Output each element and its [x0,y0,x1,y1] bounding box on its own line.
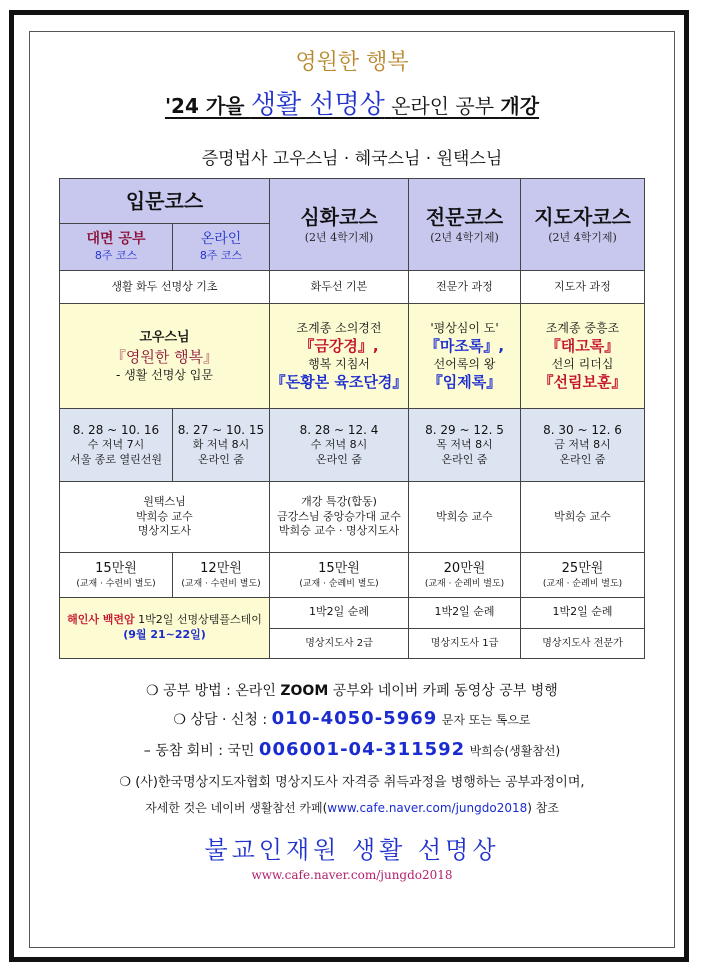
basis-leader: 지도자 과정 [521,271,645,304]
footer-org: 불교인재원 생활 선명상 [204,836,500,864]
cert-line2-a: 자세한 것은 네이버 생활참선 카페( [145,801,328,815]
cert-deep: 명상지도사 2급 [270,628,409,659]
info-contact [0,708,704,729]
schedule-online [173,409,270,482]
content-leader [521,304,645,409]
method-label: ❍ 공부 방법 : 온라인 [146,683,276,699]
retreat-expert: 1박2일 순례 [409,598,521,629]
content-leader-l2: 『태고록』 [545,336,620,355]
fee-online-note: (교재 · 수련비 별도) [181,578,261,589]
schedule-deep-dates: 8. 28 ~ 12. 4 [299,423,379,438]
subtitle: 영원한 행복 [295,50,409,75]
retreat-intro-place: 해인사 백련암 [67,613,135,627]
online-weeks: 8주 코스 [199,249,243,263]
content-deep-l3: 행복 지침서 [308,357,370,371]
deep-course-term: (2년 4학기제) [304,230,374,244]
schedule-inperson-dates: 8. 28 ~ 10. 16 [72,423,160,438]
footer-url[interactable]: www.cafe.naver.com/jungdo2018 [251,868,453,882]
fee-deep-price: 15만원 [318,561,360,577]
fee-inperson-note: (교재 · 수련비 별도) [76,578,156,589]
deep-course-header [270,179,409,271]
fee-inperson-price: 15만원 [95,561,137,577]
fee-leader-note: (교재 · 순례비 별도) [542,578,623,589]
leader-course-header [521,179,645,271]
fee-label: – 동참 회비 : 국민 [143,743,255,759]
content-deep-l4: 『돈황본 육조단경』 [270,373,408,392]
cert-line2-b: ) 참조 [527,801,559,815]
schedule-leader-time: 금 저녁 8시 [554,438,611,452]
cafe-link[interactable]: www.cafe.naver.com/jungdo2018 [327,801,528,815]
fee-expert [409,553,521,598]
fee-expert-price: 20만원 [443,561,486,577]
expert-course-name: 전문코스 [425,204,504,229]
contact-phone: 010-4050-5969 [271,708,438,729]
basis-expert: 전문가 과정 [409,271,521,304]
fee-inperson [60,553,173,598]
retreat-intro-date: (9월 21~22일) [123,628,206,641]
teachers-intro-l1: 원택스님 [143,494,186,508]
content-expert-l2: 『마조록』, [424,336,505,355]
inperson-subheader [60,224,173,271]
expert-course-term: (2년 4학기제) [430,230,499,244]
info-cert-line1: ❍ (사)한국명상지도자협회 명상지도사 자격증 취득과정을 병행하는 공부과정이며, [119,775,585,790]
fee-online [173,553,270,598]
basis-deep: 화두선 기본 [270,271,409,304]
info-method [0,680,704,700]
teachers-deep-l1: 개강 특강(합동) [301,494,377,508]
schedule-deep-place: 온라인 줌 [315,453,362,467]
content-leader-l1: 조계종 중흥조 [545,320,620,335]
fee-deep-note: (교재 · 순례비 별도) [299,578,379,589]
content-expert-l1: '평상심이 도' [430,320,499,335]
retreat-intro-desc: 1박2일 선명상템플스테이 [138,613,262,627]
content-expert-l3: 선어록의 왕 [433,357,496,371]
teachers-intro-l2: 박희승 교수 [136,509,193,523]
expert-course-header [409,179,521,271]
monks-line: 증명법사 고우스님 · 혜국스님 · 원택스님 [201,149,503,169]
schedule-leader-dates: 8. 30 ~ 12. 6 [543,423,622,438]
teachers-intro [60,482,270,553]
title-online: 온라인 공부 [391,94,495,118]
fee-leader [521,553,645,598]
teachers-leader: 박희승 교수 [521,482,645,553]
contact-label: ❍ 상담 · 신청 : [173,712,268,728]
content-intro-l2: 『영원한 행복』 [110,347,219,366]
leader-course-term: (2년 4학기제) [548,230,617,244]
inperson-weeks: 8주 코스 [94,249,138,263]
fee-leader-price: 25만원 [561,561,604,577]
title-program: 생활 선명상 [250,90,385,120]
title-open: 개강 [500,94,540,118]
cert-leader: 명상지도사 전문가 [521,628,645,659]
title-year: '24 가을 [164,94,245,118]
fee-account: 006001-04-311592 [258,739,466,760]
schedule-expert-place: 온라인 줌 [441,453,488,467]
main-title [0,84,704,121]
content-intro-l1: 고우스님 [139,330,190,345]
contact-note: 문자 또는 톡으로 [441,713,531,727]
content-intro [60,304,270,409]
content-expert [409,304,521,409]
schedule-leader [521,409,645,482]
cert-expert: 명상지도사 1급 [409,628,521,659]
teachers-expert: 박희승 교수 [409,482,521,553]
fee-deep [270,553,409,598]
schedule-inperson [60,409,173,482]
schedule-expert [409,409,521,482]
retreat-deep: 1박2일 순례 [270,598,409,629]
info-fee [0,739,704,760]
schedule-online-dates: 8. 27 ~ 10. 15 [177,423,265,438]
fee-online-price: 12만원 [200,561,242,577]
course-table [59,178,645,659]
online-label: 온라인 [200,231,242,248]
content-deep-l1: 조계종 소의경전 [296,320,382,335]
schedule-expert-time: 목 저녁 8시 [436,438,493,452]
schedule-inperson-place: 서울 종로 열린선원 [69,453,162,467]
fee-account-holder: 박희승(생활참선) [469,744,561,758]
method-rest: 공부와 네이버 카페 동영상 공부 병행 [332,683,558,699]
content-expert-l4: 『임제록』 [427,373,502,392]
content-intro-l3: - 생활 선명상 입문 [116,367,213,382]
info-cert-line2 [0,799,704,816]
basis-intro: 생활 화두 선명상 기초 [60,271,270,304]
teachers-deep [270,482,409,553]
inperson-label: 대면 공부 [86,231,146,248]
schedule-online-place: 온라인 줌 [197,453,244,467]
teachers-deep-l2: 금강스님 중앙승가대 교수 [277,509,401,523]
schedule-deep [270,409,409,482]
content-deep-l2: 『금강경』, [299,336,379,355]
leader-course-name: 지도자코스 [534,204,631,229]
retreat-intro [60,598,270,659]
content-leader-l4: 『선림보훈』 [538,373,627,392]
teachers-deep-l3: 박희승 교수 · 명상지도사 [278,524,400,538]
schedule-deep-time: 수 저녁 8시 [310,438,368,452]
retreat-leader: 1박2일 순례 [521,598,645,629]
method-zoom: ZOOM [280,683,329,699]
online-subheader [173,224,270,271]
schedule-inperson-time: 수 저녁 7시 [87,438,145,452]
teachers-intro-l3: 명상지도사 [137,524,192,538]
intro-course-header: 입문코스 [60,179,270,224]
deep-course-name: 심화코스 [300,204,378,229]
content-deep [270,304,409,409]
schedule-leader-place: 온라인 줌 [559,453,606,467]
fee-expert-note: (교재 · 순례비 별도) [424,578,505,589]
schedule-expert-dates: 8. 29 ~ 12. 5 [425,423,504,438]
schedule-online-time: 화 저녁 8시 [192,438,250,452]
content-leader-l3: 선의 리더십 [551,357,614,371]
